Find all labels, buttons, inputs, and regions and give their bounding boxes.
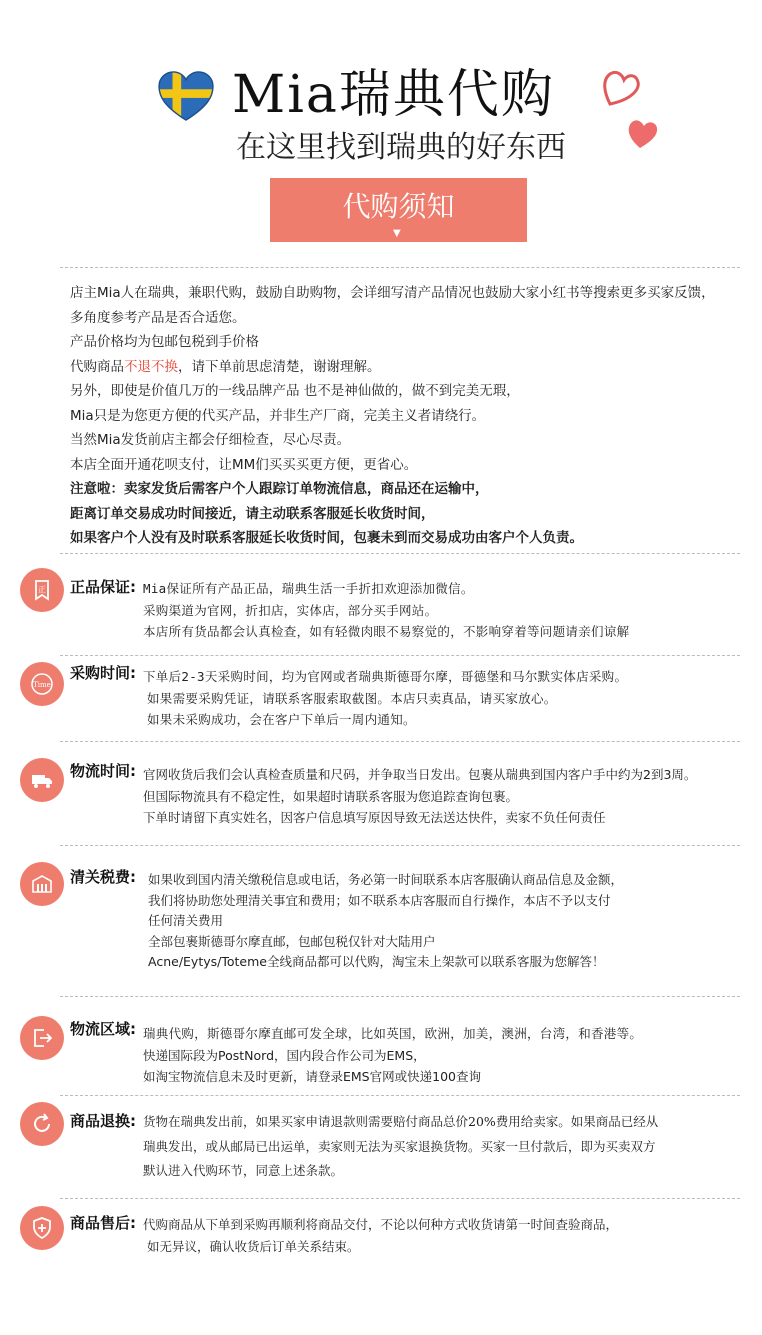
section-body [143, 764, 696, 829]
no-return-highlight: 不退不换 [124, 358, 178, 375]
no-return-line [70, 355, 750, 380]
section-title: 商品售后: [70, 1214, 136, 1232]
section-body [143, 1110, 658, 1184]
section-line: 如果未采购成功，会在客户下单后一周内通知。 [147, 712, 416, 727]
notice-line: 注意啦：卖家发货后需客户个人跟踪订单物流信息，商品还在运输中， [70, 481, 489, 497]
genuine-icon [20, 568, 64, 612]
section-line: 代购商品从下单到采购再顺利将商品交付，不论以何种方式收货请第一时间查验商品， [143, 1217, 619, 1232]
section-line: 但国际物流具有不稳定性，如果超时请联系客服为您追踪查询包裹。 [143, 788, 519, 804]
section-line: 瑞典发出，或从邮局已出运单，卖家则无法为买家退换货物。买家一旦付款后，即为买卖双方 [143, 1138, 656, 1154]
customs-icon [20, 862, 64, 906]
clock-icon [20, 662, 64, 706]
section-line: 货物在瑞典发出前，如果买家申请退款则需要赔付商品总价20%费用给卖家。如果商品已经从 [143, 1114, 659, 1129]
section-line: 我们将协助您处理清关事宜和费用；如不联系本店客服而自行操作，本店不予以支付 [148, 892, 611, 908]
section-line: 瑞典代购，斯德哥尔摩直邮可发全球，比如英国，欧洲，加美，澳洲，台湾，和香港等。 [143, 1026, 643, 1041]
exit-icon [20, 1016, 64, 1060]
section-line: Acne/Eytys/Toteme全线商品都可以代购，淘宝未上架款可以联系客服为您解答！ [148, 954, 605, 969]
section-title: 正品保证: [70, 578, 136, 596]
clock-icon-text: Time [33, 681, 51, 689]
truck-icon [20, 758, 64, 802]
section-line: 全部包裹斯德哥尔摩直邮，包邮包税仅针对大陆用户 [148, 933, 436, 949]
section-line: 官网收货后我们会认真检查质量和尺码，并争取当日发出。包裹从瑞典到国内客户手中约为2到3周。 [143, 767, 697, 782]
intro-line: 另外，即使是价值几万的一线品牌产品 也不是神仙做的，做不到完美无瑕， [70, 383, 520, 399]
intro-line: Mia只是为您更方便的代买产品，并非生产厂商，完美主义者请绕行。 [70, 407, 486, 424]
section-line: 任何清关费用 [148, 913, 224, 928]
notice-banner-label: 代购须知 [342, 190, 455, 223]
divider [60, 845, 740, 846]
intro-line: 当然Mia发货前店主都会仔细检查，尽心尽责。 [70, 432, 351, 448]
section-body [143, 1023, 642, 1088]
no-return-suffix: ，请下单前思虑清楚，谢谢理解。 [178, 358, 381, 375]
section-line: Mia保证所有产品正品，瑞典生活一手折扣欢迎添加微信。 [143, 581, 474, 596]
section-body [148, 870, 623, 973]
section-line: 本店所有货品都会认真检查，如有轻微肉眼不易察觉的，不影响穿着等问题请亲们谅解 [143, 624, 630, 639]
section-line: 下单时请留下真实姓名，因客户信息填写原因导致无法送达快件，卖家不负任何责任 [143, 810, 606, 825]
shield-icon [20, 1206, 64, 1250]
section-title: 商品退换: [70, 1112, 136, 1130]
notice-line: 如果客户个人没有及时联系客服延长收货时间，包裹未到而交易成功由客户个人负责。 [70, 530, 583, 546]
section-line: 下单后2-3天采购时间，均为官网或者瑞典斯德哥尔摩，哥德堡和马尔默实体店采购。 [143, 669, 628, 684]
page-subtitle: 在这里找到瑞典的好东西 [236, 130, 566, 165]
section-body [143, 1214, 618, 1258]
svg-text:正: 正 [38, 585, 46, 594]
refresh-icon [20, 1102, 64, 1146]
page-title: Mia瑞典代购 [232, 65, 555, 125]
hearts-decoration-icon [600, 62, 672, 152]
divider [60, 553, 740, 554]
section-line: 如无异议，确认收货后订单关系结束。 [147, 1239, 360, 1254]
notice-line: 距离订单交易成功时间接近，请主动联系客服延长收货时间， [70, 505, 435, 522]
section-title: 物流区域: [70, 1020, 136, 1038]
section-line: 快递国际段为PostNord，国内段合作公司为EMS， [143, 1047, 426, 1063]
divider [60, 267, 740, 268]
section-line: 默认进入代购环节，同意上述条款。 [143, 1163, 344, 1178]
section-body [143, 578, 629, 643]
divider [60, 1198, 740, 1199]
intro-line: 产品价格均为包邮包税到手价格 [70, 334, 259, 350]
down-arrow-icon: ▼ [393, 228, 401, 239]
section-title: 物流时间: [70, 762, 136, 780]
no-return-prefix: 代购商品 [70, 358, 124, 375]
intro-line: 店主Mia人在瑞典，兼职代购，鼓励自助购物，会详细写清产品情况也鼓励大家小红书等搜索更多买家反馈， [70, 285, 715, 301]
divider [60, 996, 740, 997]
notice-banner [270, 178, 527, 242]
sweden-flag-heart-icon [157, 70, 215, 122]
intro-line: 本店全面开通花呗支付，让MM们买买买更方便，更省心。 [70, 456, 418, 473]
section-title: 清关税费: [70, 868, 136, 886]
divider [60, 1095, 740, 1096]
section-title: 采购时间: [70, 664, 136, 682]
divider [60, 655, 740, 656]
section-line: 如果收到国内清关缴税信息或电话，务必第一时间联系本店客服确认商品信息及金额， [148, 872, 624, 887]
section-line: 如果需要采购凭证，请联系客服索取截图。本店只卖真品，请买家放心。 [147, 690, 557, 706]
section-line: 如淘宝物流信息未及时更新，请登录EMS官网或快递100查询 [143, 1069, 481, 1084]
section-line: 采购渠道为官网，折扣店，实体店，部分买手网站。 [143, 602, 438, 618]
intro-line: 多角度参考产品是否合适您。 [70, 309, 246, 326]
section-body [143, 666, 627, 731]
intro-block [70, 281, 750, 551]
divider [60, 741, 740, 742]
